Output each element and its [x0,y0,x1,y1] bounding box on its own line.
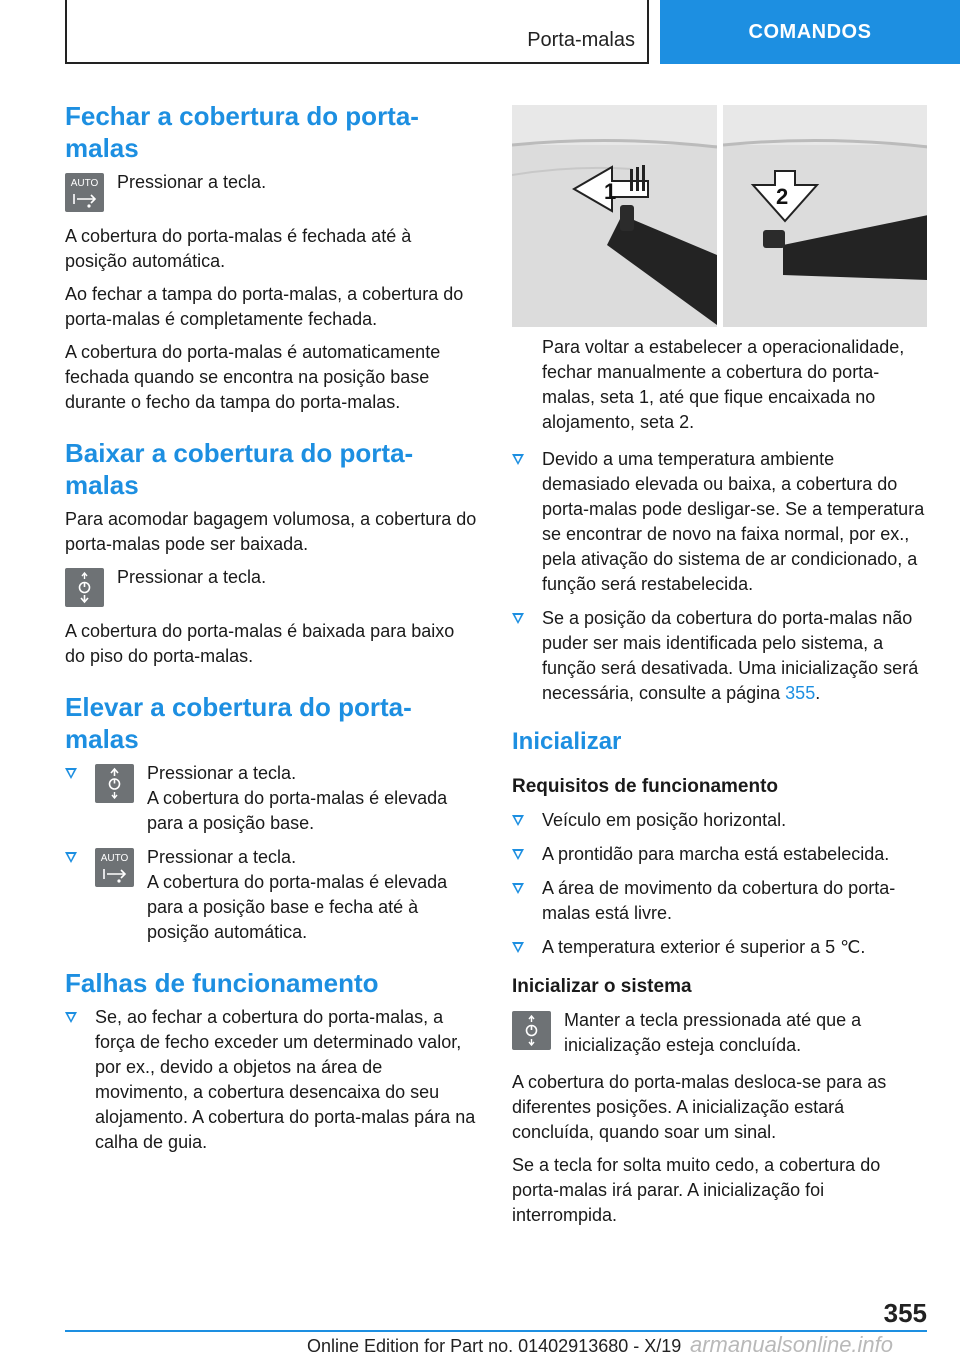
key-instruction [95,845,477,945]
key-instruction [512,1008,927,1058]
auto-close-key-icon [65,173,104,212]
raise-cover-key-icon [95,764,134,803]
bullet-triangle-icon [512,815,524,826]
bullet-triangle-icon [512,454,524,465]
cover-issue-list [512,447,927,706]
list-item: Veículo em posição horizontal. [512,808,927,833]
page-link[interactable]: 355 [785,683,816,703]
svg-text:AUTO: AUTO [70,178,99,189]
section-close-cover [65,100,477,415]
key-instruction-text: Pressionar a tecla. [117,172,267,192]
section-raise-cover [65,691,477,945]
svg-text:AUTO: AUTO [100,853,129,864]
subsection-title: Inicializar o sistema [512,976,692,997]
section-title: Fechar a cobertura do porta-malas [65,101,419,163]
header-section-title: Porta-malas [527,29,635,51]
bullet-triangle-icon [65,768,77,779]
key-instruction-text: Manter a tecla pressionada até que a inicialização esteja concluída. [564,1010,862,1055]
requirements-list [512,808,927,960]
page-number: 355 [883,1298,927,1328]
list-item: Devido a uma temperatura ambiente demasiado elevada ou baixa, a cobertura do porta-malas pode desligar-se. Se a temperatura se encontrar de novo na faixa normal, por ex., pela ativação do sistema de ar condicionado, a função será restabelecida. [512,447,927,597]
list-item: A prontidão para marcha está estabelecida. [512,842,927,867]
svg-text:1: 1 [604,179,617,204]
key-instruction [65,565,477,607]
photo-panel-arrow-2 [723,105,928,327]
section-title: Elevar a cobertura do porta-malas [65,692,412,754]
paragraph: A cobertura do porta-malas é fechada até à posição automática. [65,226,412,271]
paragraph: Ao fechar a tampa do porta-malas, a cobertura do porta-malas é completamente fechada. [65,284,464,329]
init-key-icon [512,1011,551,1050]
list-item [65,761,477,836]
paragraph: Para voltar a estabelecer a operacionalidade, fechar manualmente a cobertura do porta-malas, seta 1, até que fique encaixada no alojamento, seta 2. [542,337,905,432]
key-instruction-text: Pressionar a tecla. A cobertura do porta-malas é elevada para a posição base e fecha até à posição automática. [147,847,448,942]
paragraph: A cobertura do porta-malas é baixada para baixo do piso do porta-malas. [65,621,455,666]
auto-raise-key-icon [95,848,134,887]
section-malfunctions [65,967,477,1155]
section-title: Falhas de funcionamento [65,968,379,998]
raise-list [65,761,477,945]
paragraph: Para acomodar bagagem volumosa, a cobertura do porta-malas pode ser baixada. [65,509,477,554]
key-instruction [95,761,477,836]
header-chapter-tab: COMANDOS [660,0,960,64]
watermark-text: armanualsonline.info [690,1332,894,1357]
edition-text: Online Edition for Part no. 01402913680 - X/19 [307,1336,682,1356]
bullet-triangle-icon [65,1012,77,1023]
paragraph: A cobertura do porta-malas desloca-se para as diferentes posições. A inicialização estará concluída, quando soar um sinal. [512,1072,887,1142]
list-item: Se, ao fechar a cobertura do porta-malas, a força de fecho exceder um determinado valor, por ex., devido a objetos na área de movimento, a cobertura desencaixa do seu alojamento. A cobertura do porta-malas pára na calha de guia. [65,1005,477,1155]
photo-panel-arrow-1 [512,105,717,327]
list-item: A área de movimento da cobertura do porta-malas está livre. [512,876,927,926]
left-column [65,100,477,1177]
malfunction-list [65,1005,477,1155]
subsection-title: Requisitos de funcionamento [512,776,779,797]
right-column [512,105,927,1236]
paragraph: A cobertura do porta-malas é automaticamente fechada quando se encontra na posição base durante o fecho da tampa do porta-malas. [65,342,441,412]
section-title: Baixar a cobertura do porta-malas [65,438,414,500]
section-title: Inicializar [512,728,622,755]
bullet-triangle-icon [512,849,524,860]
bullet-triangle-icon [512,883,524,894]
cover-reattach-photo [512,105,927,327]
section-lower-cover [65,437,477,669]
list-item: Se a posição da cobertura do porta-malas não puder ser mais identificada pelo sistema, a função será desativada. Uma inicialização será necessária, consulte a página 355. [512,606,927,706]
list-item [65,845,477,945]
key-instruction-text: Pressionar a tecla. [117,567,267,587]
svg-text:2: 2 [775,184,788,209]
lower-cover-key-icon [65,568,104,607]
paragraph: Se a tecla for solta muito cedo, a cobertura do porta-malas irá parar. A inicialização foi interrompida. [512,1155,881,1225]
key-instruction [65,170,477,212]
key-instruction-text: Pressionar a tecla. A cobertura do porta-malas é elevada para a posição base. [147,763,448,833]
list-item: A temperatura exterior é superior a 5 ℃. [512,935,927,960]
bullet-triangle-icon [512,613,524,624]
header-section-box [65,0,649,64]
bullet-triangle-icon [512,942,524,953]
bullet-triangle-icon [65,852,77,863]
